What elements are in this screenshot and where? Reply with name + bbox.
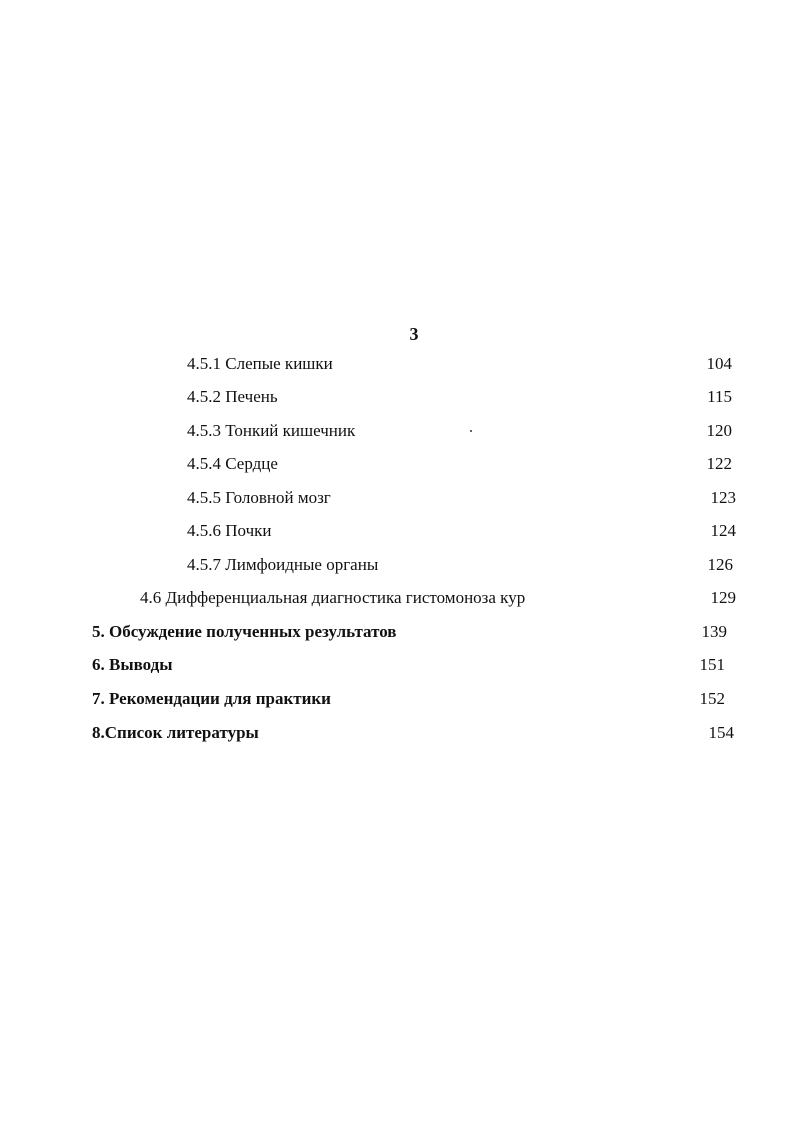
toc-entry-page: 104 (706, 354, 732, 373)
toc-entry-label: 4.6 Дифференциальная диагностика гистомоноза кур (140, 588, 526, 607)
toc-entry-label: 4.5.5 Головной мозг (187, 488, 331, 507)
page-number: 3 (409, 324, 419, 344)
toc-entry-page: 139 (701, 622, 727, 641)
toc-entry-page: 154 (708, 723, 734, 742)
toc-entry-label: 8.Список литературы (92, 723, 259, 742)
toc-entry-page: 129 (710, 588, 736, 607)
scan-speck (470, 430, 472, 432)
toc-entry-label: 4.5.7 Лимфоидные органы (187, 555, 379, 574)
toc-entry-page: 124 (710, 521, 736, 540)
toc-entry-label: 4.5.3 Тонкий кишечник (187, 421, 356, 440)
toc-entry-page: 151 (699, 655, 725, 674)
toc-entry-page: 115 (707, 387, 732, 406)
toc-entry-label: 5. Обсуждение полученных результатов (92, 622, 397, 641)
toc-entry-label: 4.5.6 Почки (187, 521, 272, 540)
toc-entry-label: 4.5.2 Печень (187, 387, 278, 406)
toc-entry-label: 4.5.4 Сердце (187, 454, 278, 473)
toc-entry-label: 7. Рекомендации для практики (92, 689, 331, 708)
toc-entry-page: 126 (707, 555, 733, 574)
toc-entry-page: 120 (706, 421, 732, 440)
toc-entry-label: 4.5.1 Слепые кишки (187, 354, 333, 373)
toc-entry-label: 6. Выводы (92, 655, 173, 674)
toc-entry-page: 123 (710, 488, 736, 507)
toc-entry-page: 122 (706, 454, 732, 473)
toc-entry-page: 152 (699, 689, 725, 708)
